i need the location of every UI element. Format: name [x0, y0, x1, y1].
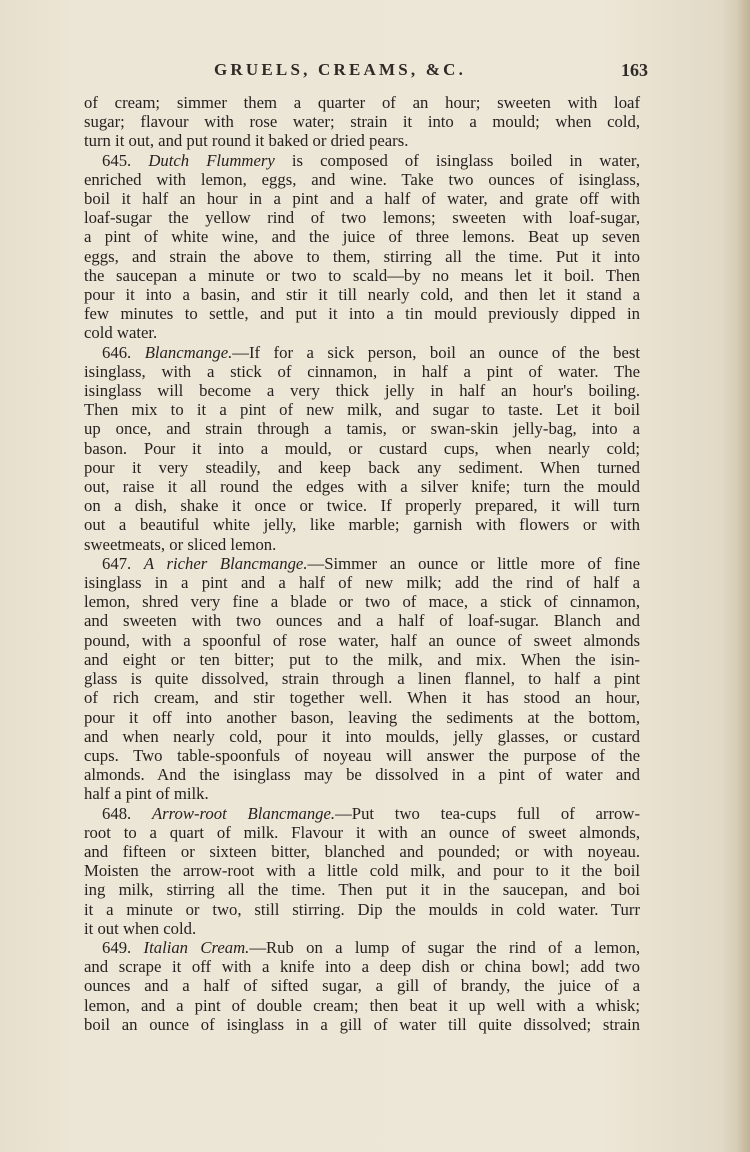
line-text: and scrape it off with a knife into a deep dish or china bowl; add two: [84, 957, 640, 977]
line-text: ing milk, stirring all the time. Then put it in the saucepan, and boi: [84, 880, 640, 900]
recipe-number: 649.: [102, 937, 132, 957]
line-text: enriched with lemon, eggs, and wine. Take two ounces of isinglass,: [84, 169, 640, 189]
line-text: half a pint of milk.: [84, 784, 209, 804]
text-line: [84, 611, 640, 630]
text-line: [84, 746, 640, 765]
line-text: almonds. And the isinglass may be dissolved in a pint of water and: [84, 765, 640, 785]
line-text: sugar; flavour with rose water; strain it into a mould; when cold,: [84, 112, 640, 132]
line-text: and fifteen or sixteen bitter, blanched and pounded; or with noyeau.: [84, 841, 640, 861]
text-line: [84, 439, 640, 458]
text-line: [84, 765, 640, 784]
text-line: [84, 842, 640, 861]
text-line: [84, 804, 640, 823]
text-line: [84, 381, 640, 400]
text-line: [84, 496, 640, 515]
body-text: [84, 93, 640, 1034]
text-line: [84, 515, 640, 534]
line-text: out a beautiful white jelly, like marble; garnish with flowers or with: [84, 515, 640, 535]
recipe-number: 646.: [102, 342, 132, 362]
line-text: few minutes to settle, and put it into a tin mould previously dipped in: [84, 304, 640, 324]
text-line: [84, 477, 640, 496]
line-text: and eight or ten bitter; put to the milk, and mix. When the isin-: [84, 649, 640, 669]
line-text: pound, with a spoonful of rose water, half an ounce of sweet almonds: [84, 630, 640, 650]
line-text: boil it half an hour in a pint and a half of water, and grate off with: [84, 189, 640, 209]
page-number: 163: [621, 60, 648, 80]
line-text: eggs, and strain the above to them, stirring all the time. Put it into: [84, 246, 640, 266]
line-text: —Simmer an ounce or little more of fine: [307, 553, 641, 573]
line-text: isinglass, with a stick of cinnamon, in half a pint of water. The: [84, 361, 640, 381]
line-text: isinglass in a pint and a half of new milk; add the rind of half a: [84, 573, 640, 593]
line-text: —Rub on a lump of sugar the rind of a lemon,: [249, 937, 640, 957]
text-line: [84, 823, 640, 842]
text-line: [84, 131, 640, 150]
line-text: cold water.: [84, 323, 158, 343]
recipe-title: Arrow-root Blancmange.: [151, 803, 336, 823]
line-text: up once, and strain through a tamis, or swan-skin jelly-bag, into a: [84, 419, 640, 439]
line-text: pour it very steadily, and keep back any sediment. When turned: [84, 457, 640, 477]
line-text: of cream; simmer them a quarter of an hour; sweeten with loaf: [84, 93, 640, 112]
text-line: [84, 554, 640, 573]
line-text: is composed of isinglass boiled in water,: [274, 150, 640, 170]
line-text: cups. Two table-spoonfuls of noyeau will answer the purpose of the: [84, 745, 640, 765]
line-text: out, raise it all round the edges with a silver knife; turn the mould: [84, 477, 640, 497]
text-line: [84, 285, 640, 304]
text-line: [84, 727, 640, 746]
line-text: loaf-sugar the yellow rind of two lemons; sweeten with loaf-sugar,: [84, 208, 640, 228]
text-line: [84, 784, 640, 803]
line-text: it out when cold.: [84, 918, 197, 938]
line-text: —Put two tea-cups full of arrow-: [335, 803, 641, 823]
text-line: [84, 112, 640, 131]
line-text: the saucepan a minute or two to scald—by no means let it boil. Then: [84, 265, 640, 285]
text-line: [84, 669, 640, 688]
line-text: of rich cream, and stir together well. When it has stood an hour,: [84, 688, 640, 708]
text-line: [84, 266, 640, 285]
running-title: GRUELS, CREAMS, &C.: [214, 60, 467, 79]
text-line: [84, 400, 640, 419]
text-line: [84, 458, 640, 477]
text-line: [84, 688, 640, 707]
text-line: [84, 861, 640, 880]
recipe-number: 647.: [102, 553, 132, 573]
text-line: [84, 631, 640, 650]
text-line: [84, 938, 640, 957]
line-text: lemon, shred very fine a blade or two of mace, a stick of cinnamon,: [84, 592, 640, 612]
line-text: glass is quite dissolved, strain through a linen flannel, to half a pint: [84, 669, 640, 689]
text-line: [84, 1015, 640, 1034]
text-line: [84, 208, 640, 227]
recipe-number: 645.: [102, 150, 132, 170]
recipe-title: Dutch Flummery: [148, 150, 275, 170]
line-text: bason. Pour it into a mould, or custard cups, when nearly cold;: [84, 438, 640, 458]
text-line: [84, 535, 640, 554]
recipe-title: A richer Blancmange.: [143, 553, 308, 573]
text-line: [84, 304, 640, 323]
text-line: [84, 957, 640, 976]
page-edge-shadow: [736, 0, 750, 1152]
recipe-title: Italian Cream.: [143, 937, 250, 957]
text-line: [84, 189, 640, 208]
line-text: ounces and a half of sifted sugar, a gill of brandy, the juice of a: [84, 976, 640, 996]
text-line: [84, 227, 640, 246]
line-text: —If for a sick person, boil an ounce of the best: [232, 342, 641, 362]
recipe-title: Blancmange.: [144, 342, 233, 362]
line-text: root to a quart of milk. Flavour it with an ounce of sweet almonds,: [84, 822, 640, 842]
text-line: [84, 151, 640, 170]
text-line: [84, 93, 640, 112]
line-text: pour it off into another bason, leaving the sediments at the bottom,: [84, 707, 640, 727]
line-text: boil an ounce of isinglass in a gill of water till quite dissolved; strain: [84, 1014, 640, 1034]
line-text: isinglass will become a very thick jelly in half an hour's boiling.: [84, 381, 640, 401]
line-text: turn it out, and put round it baked or dried pears.: [84, 131, 409, 151]
text-line: [84, 419, 640, 438]
text-line: [84, 996, 640, 1015]
recipe-number: 648.: [102, 803, 132, 823]
text-line: [84, 592, 640, 611]
line-text: a pint of white wine, and the juice of three lemons. Beat up seven: [84, 227, 640, 247]
text-line: [84, 900, 640, 919]
text-line: [84, 323, 640, 342]
line-text: sweetmeats, or sliced lemon.: [84, 534, 277, 554]
line-text: Then mix to it a pint of new milk, and sugar to taste. Let it boil: [84, 400, 640, 420]
text-line: [84, 919, 640, 938]
text-line: [84, 362, 640, 381]
line-text: and sweeten with two ounces and a half of loaf-sugar. Blanch and: [84, 611, 640, 631]
page-header: [84, 60, 648, 86]
text-line: [84, 976, 640, 995]
line-text: it a minute or two, still stirring. Dip the moulds in cold water. Turr: [84, 899, 640, 919]
line-text: on a dish, shake it once or twice. If properly prepared, it will turn: [84, 496, 640, 516]
text-line: [84, 170, 640, 189]
line-text: lemon, and a pint of double cream; then beat it up well with a whisk;: [84, 995, 640, 1015]
text-line: [84, 880, 640, 899]
text-line: [84, 247, 640, 266]
line-text: and when nearly cold, pour it into moulds, jelly glasses, or custard: [84, 726, 640, 746]
text-line: [84, 573, 640, 592]
line-text: pour it into a basin, and stir it till nearly cold, and then let it stand a: [84, 285, 640, 305]
text-line: [84, 343, 640, 362]
line-text: Moisten the arrow-root with a little cold milk, and pour to it the boil: [84, 861, 640, 881]
text-line: [84, 650, 640, 669]
text-line: [84, 708, 640, 727]
